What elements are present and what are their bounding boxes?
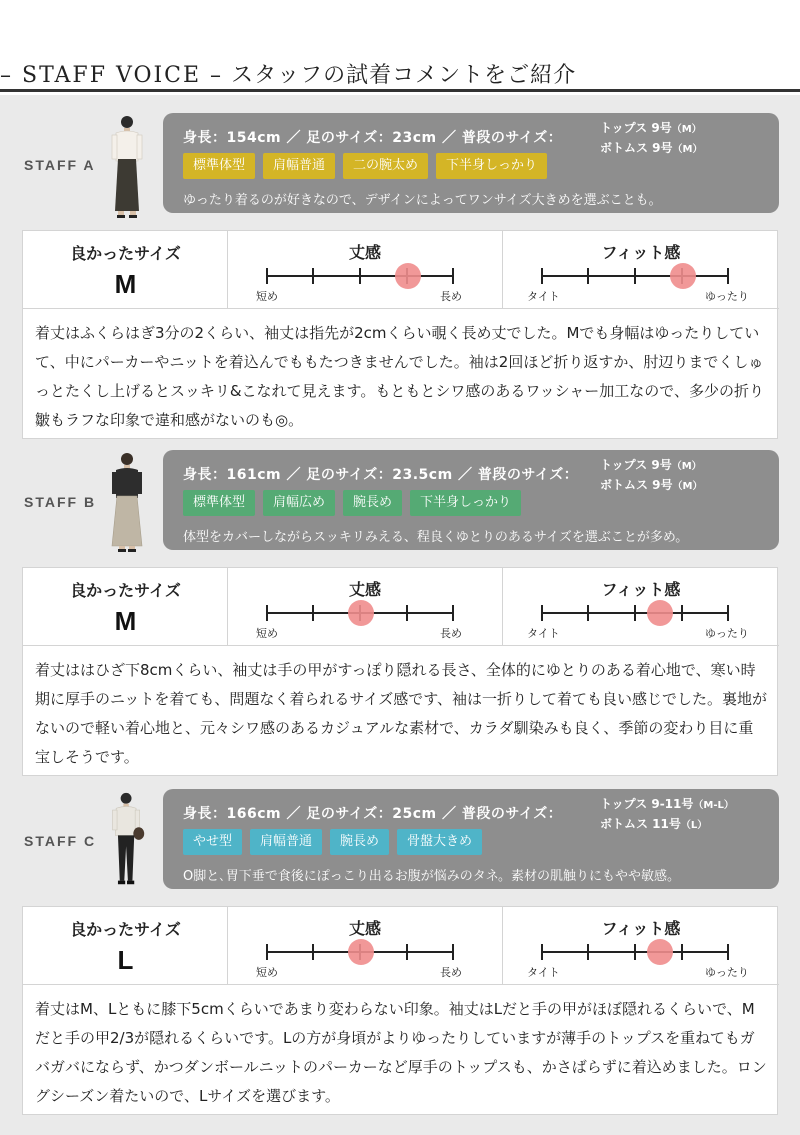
bottoms-letter: （M）	[672, 481, 703, 492]
scale-tick	[541, 268, 543, 284]
section-title-ja: スタッフの試着コメントをご紹介	[231, 63, 577, 88]
fit-scale-line	[541, 612, 729, 614]
header-underline	[0, 89, 800, 92]
scale-tick	[452, 268, 454, 284]
good-size-label: 良かったサイズ	[70, 920, 181, 939]
scale-tick	[587, 268, 589, 284]
scale-tick	[727, 605, 729, 621]
bottoms-size: ボトムス 11号	[600, 817, 681, 831]
scale-tick	[359, 268, 361, 284]
body-tag: 腕長め	[343, 490, 402, 516]
scale-tick	[634, 605, 636, 621]
fit-max-label: ゆったり	[705, 290, 749, 303]
length-scale-line	[266, 275, 454, 277]
staff-stats: 身長：154cm ／ 足のサイズ：23cm ／ 普段のサイズ：	[183, 130, 563, 146]
staff-comment: 体型をカバーしながらスッキリみえる、程良くゆとりのあるサイズを選ぶことが多め。	[183, 530, 689, 545]
section-header	[0, 52, 800, 92]
good-size-value: L	[117, 945, 134, 975]
length-marker	[348, 939, 374, 965]
tops-letter: （M）	[671, 124, 702, 135]
scale-tick	[634, 268, 636, 284]
scale-tick	[406, 605, 408, 621]
body-tag: 肩幅広め	[263, 490, 335, 516]
good-size-label: 良かったサイズ	[70, 244, 181, 263]
fit-min-label: タイト	[527, 290, 560, 303]
fit-scale-line	[541, 951, 729, 953]
fit-marker	[670, 263, 696, 289]
length-marker	[395, 263, 421, 289]
fit-min-label: タイト	[527, 966, 560, 979]
staff-stats: 身長：166cm ／ 足のサイズ：25cm ／ 普段のサイズ：	[183, 806, 563, 822]
fit-scale	[503, 231, 779, 309]
scale-tick	[452, 944, 454, 960]
fit-marker	[647, 939, 673, 965]
good-size-cell	[23, 231, 228, 309]
scale-tick	[681, 605, 683, 621]
fit-scale	[503, 568, 779, 646]
staff-photo	[108, 450, 146, 554]
body-tag: 腕長め	[330, 829, 389, 855]
scale-tick	[406, 944, 408, 960]
body-tag: 標準体型	[183, 153, 255, 179]
tops-size: トップス 9号	[600, 458, 672, 472]
length-title: 丈感	[348, 580, 381, 599]
staff-comment: ゆったり着るのが好きなので、デザインによってワンサイズ大きめを選ぶことも。	[183, 193, 662, 208]
scale-tick	[452, 605, 454, 621]
fit-max-label: ゆったり	[705, 966, 749, 979]
length-scale	[228, 231, 503, 309]
usual-size	[600, 795, 734, 835]
scale-tick	[587, 944, 589, 960]
fit-min-label: タイト	[527, 627, 560, 640]
fit-scale-line	[541, 275, 729, 277]
staff-photo	[108, 113, 146, 219]
scale-tick	[727, 268, 729, 284]
body-tag: やせ型	[183, 829, 242, 855]
body-type-tags	[183, 153, 547, 179]
length-max-label: 長め	[440, 290, 462, 303]
scale-tick	[312, 268, 314, 284]
length-scale-line	[266, 612, 454, 614]
staff-label: STAFF C	[24, 833, 97, 849]
length-max-label: 長め	[440, 627, 462, 640]
good-size-value: M	[114, 269, 137, 299]
body-tag: 肩幅普通	[250, 829, 322, 855]
body-tag: 骨盤大きめ	[397, 829, 482, 855]
good-size-cell	[23, 568, 228, 646]
staff-comment: O脚と､胃下垂で食後にぽっこり出るお腹が悩みのタネ。素材の肌触りにもやや敏感。	[183, 869, 680, 884]
length-marker	[348, 600, 374, 626]
fit-marker	[647, 600, 673, 626]
staff-info-box	[163, 789, 779, 889]
scale-tick	[681, 944, 683, 960]
staff-label: STAFF B	[24, 494, 97, 510]
scale-tick	[587, 605, 589, 621]
good-size-label: 良かったサイズ	[70, 581, 181, 600]
size-evaluation-card	[22, 906, 778, 1115]
staff-review: 着丈はM、Lともに膝下5cmくらいであまり変わらない印象。袖丈はLだと手の甲がほぼ隠れるくらいで、Mだと手の甲2/3が隠れるくらいです。Lの方が身頃がよりゆったりしていますが薄手のトップスを重ねてもガバガバにならず、かつダンボールニットのパーカーなど厚手のトップスも、かさばらずに着込めました。ロングシーズン着たいので、Lサイズを選びます。	[35, 1000, 767, 1105]
length-scale-line	[266, 951, 454, 953]
fit-title: フィット感	[601, 919, 681, 938]
bottoms-letter: （L）	[680, 820, 708, 831]
staff-photo	[108, 785, 146, 893]
scale-tick	[266, 944, 268, 960]
body-tag: 肩幅普通	[263, 153, 335, 179]
scale-tick	[541, 605, 543, 621]
scale-tick	[312, 605, 314, 621]
size-evaluation-card	[22, 230, 778, 439]
length-min-label: 短め	[256, 290, 278, 303]
section-title	[0, 58, 576, 89]
good-size-value: M	[114, 606, 137, 636]
length-title: 丈感	[348, 243, 381, 262]
tops-letter: （M）	[671, 461, 702, 472]
scale-tick	[541, 944, 543, 960]
body-tag: 標準体型	[183, 490, 255, 516]
staff-label: STAFF A	[24, 157, 96, 173]
tops-size: トップス 9-11号	[600, 797, 694, 811]
tops-letter: （M-L）	[693, 800, 734, 811]
scale-tick	[312, 944, 314, 960]
good-size-cell	[23, 907, 228, 985]
scale-tick	[634, 944, 636, 960]
scale-tick	[266, 268, 268, 284]
body-type-tags	[183, 490, 521, 516]
tops-size: トップス 9号	[600, 121, 672, 135]
body-type-tags	[183, 829, 482, 855]
usual-size	[600, 119, 702, 159]
bottoms-letter: （M）	[672, 144, 703, 155]
length-min-label: 短め	[256, 966, 278, 979]
fit-title: フィット感	[601, 580, 681, 599]
body-tag: 下半身しっかり	[436, 153, 547, 179]
length-scale	[228, 907, 503, 985]
size-evaluation-card	[22, 567, 778, 776]
bottoms-size: ボトムス 9号	[600, 141, 673, 155]
scale-tick	[266, 605, 268, 621]
length-min-label: 短め	[256, 627, 278, 640]
usual-size	[600, 456, 702, 496]
fit-title: フィット感	[601, 243, 681, 262]
staff-info-box	[163, 113, 779, 213]
staff-review: 着丈はふくらはぎ3分の2くらい、袖丈は指先が2cmくらい覗く長め丈でした。Mでも身幅はゆったりしていて、中にパーカーやニットを着込んでももたつきませんでした。袖は2回ほど折り返すか、肘辺りまでくしゅっとたくし上げるとスッキリ&こなれて見えます。もともとシワ感のあるワッシャー加工なので、多少の折り皺もラフな印象で違和感がないのも◎。	[35, 324, 765, 429]
staff-review: 着丈ははひざ下8cmくらい、袖丈は手の甲がすっぽり隠れる長さ、全体的にゆとりのある着心地で、寒い時期に厚手のニットを着ても、問題なく着られるサイズ感です、袖は一折りして着ても良い感じでした。裏地がないので軽い着心地と、元々シワ感のあるカジュアルな素材で、カラダ馴染みも良く、季節の変わり目に重宝しそうです。	[35, 661, 768, 766]
section-title-en: – STAFF VOICE –	[0, 63, 224, 88]
fit-max-label: ゆったり	[705, 627, 749, 640]
staff-info-box	[163, 450, 779, 550]
length-scale	[228, 568, 503, 646]
length-title: 丈感	[348, 919, 381, 938]
staff-stats: 身長：161cm ／ 足のサイズ：23.5cm ／ 普段のサイズ：	[183, 467, 579, 483]
scale-tick	[727, 944, 729, 960]
fit-scale	[503, 907, 779, 985]
body-tag: 下半身しっかり	[410, 490, 521, 516]
body-tag: 二の腕太め	[343, 153, 428, 179]
bottoms-size: ボトムス 9号	[600, 478, 673, 492]
length-max-label: 長め	[440, 966, 462, 979]
